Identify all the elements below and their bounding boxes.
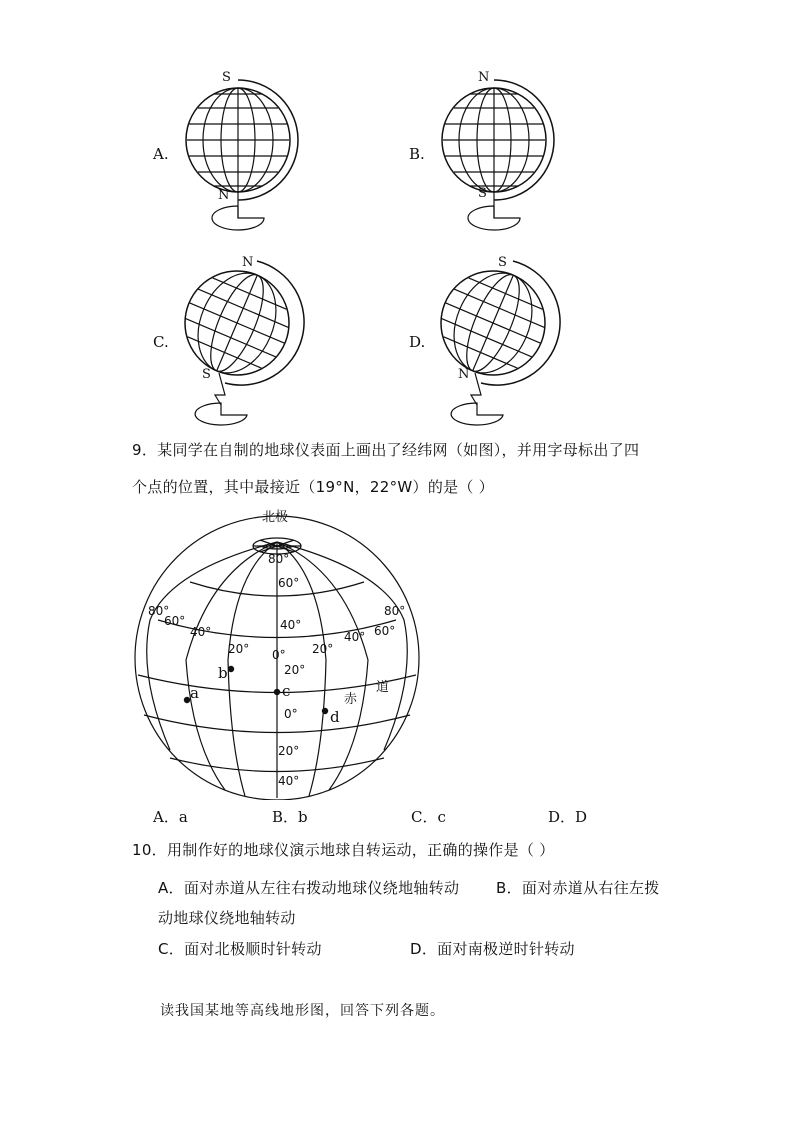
option-label: D. (409, 333, 426, 351)
lon-label: 20° (312, 642, 334, 656)
q9-answer-d[interactable]: D．D (548, 808, 588, 826)
point-c-dot (274, 689, 280, 695)
q10-option-d[interactable]: D．面对南极逆时针转动 (410, 940, 575, 958)
lat-label: 0° (284, 707, 298, 721)
pole-label-top: S (222, 70, 231, 85)
q10-option-b[interactable]: B．面对赤道从右往左拨 (496, 879, 660, 897)
pole-label-bottom: S (478, 186, 487, 201)
globe-tilted-icon (431, 255, 571, 430)
option-label: C. (153, 333, 169, 351)
lat-label: 20° (284, 663, 306, 677)
q10-option-a[interactable]: A．面对赤道从左往右拨动地球仪绕地轴转动 (158, 879, 460, 897)
lon-label: 80° (148, 604, 170, 618)
lon-label: 60° (164, 614, 186, 628)
q10-option-b-cont[interactable]: 动地球仪绕地轴转动 (158, 909, 296, 927)
point-label: a (190, 684, 199, 702)
q8-option-a (150, 70, 300, 240)
q9-answer-b[interactable]: B．b (272, 808, 308, 826)
globe-tilted-icon (175, 255, 315, 430)
lat-label: 80° (268, 552, 290, 566)
pole-label-bottom: N (218, 188, 230, 203)
pole-label-top: N (478, 70, 490, 85)
pole-label-top: N (242, 255, 254, 270)
point-b-dot (228, 666, 234, 672)
pole-label-bottom: N (458, 367, 470, 382)
point-d-dot (322, 708, 328, 714)
lat-label: 40° (278, 774, 300, 788)
q9-answer-c[interactable]: C．c (411, 808, 446, 826)
q10-option-c[interactable]: C．面对北极顺时针转动 (158, 940, 322, 958)
option-label: B. (409, 145, 425, 163)
lat-label: 20° (278, 744, 300, 758)
q8-option-c (150, 255, 310, 430)
q9-answer-a[interactable]: A．a (153, 808, 188, 826)
lon-label: 60° (374, 624, 396, 638)
q10-stem: 10．用制作好的地球仪演示地球自转运动，正确的操作是（ ） (132, 841, 555, 859)
lon-label: 40° (190, 625, 212, 639)
point-label: d (330, 708, 340, 726)
q8-option-d (406, 255, 566, 430)
pole-label-bottom: S (202, 367, 211, 382)
q9-stem-line1: 9．某同学在自制的地球仪表面上画出了经纬网（如图），并用字母标出了四 (132, 441, 640, 459)
globe-upright-icon (180, 70, 310, 240)
option-label: A. (153, 145, 169, 163)
lat-label: 40° (280, 618, 302, 632)
q9-graticule-figure (130, 500, 430, 800)
lon-label: 20° (228, 642, 250, 656)
equator-label: 道 (376, 680, 390, 695)
point-label: b (218, 664, 228, 682)
q9-stem-line2: 个点的位置，其中最接近（19°N，22°W）的是（ ） (132, 478, 495, 496)
lon-label: 0° (272, 648, 286, 662)
pole-label-top: S (498, 255, 507, 270)
north-pole-label: 北极 (262, 510, 289, 525)
q8-option-b (406, 70, 566, 240)
section-instruction: 读我国某地等高线地形图，回答下列各题。 (160, 1003, 445, 1019)
point-label: c (282, 682, 291, 700)
equator-label: 赤 (344, 692, 358, 707)
lon-label: 40° (344, 630, 366, 644)
lon-label: 80° (384, 604, 406, 618)
globe-upright-icon (436, 70, 566, 240)
lat-label: 60° (278, 576, 300, 590)
